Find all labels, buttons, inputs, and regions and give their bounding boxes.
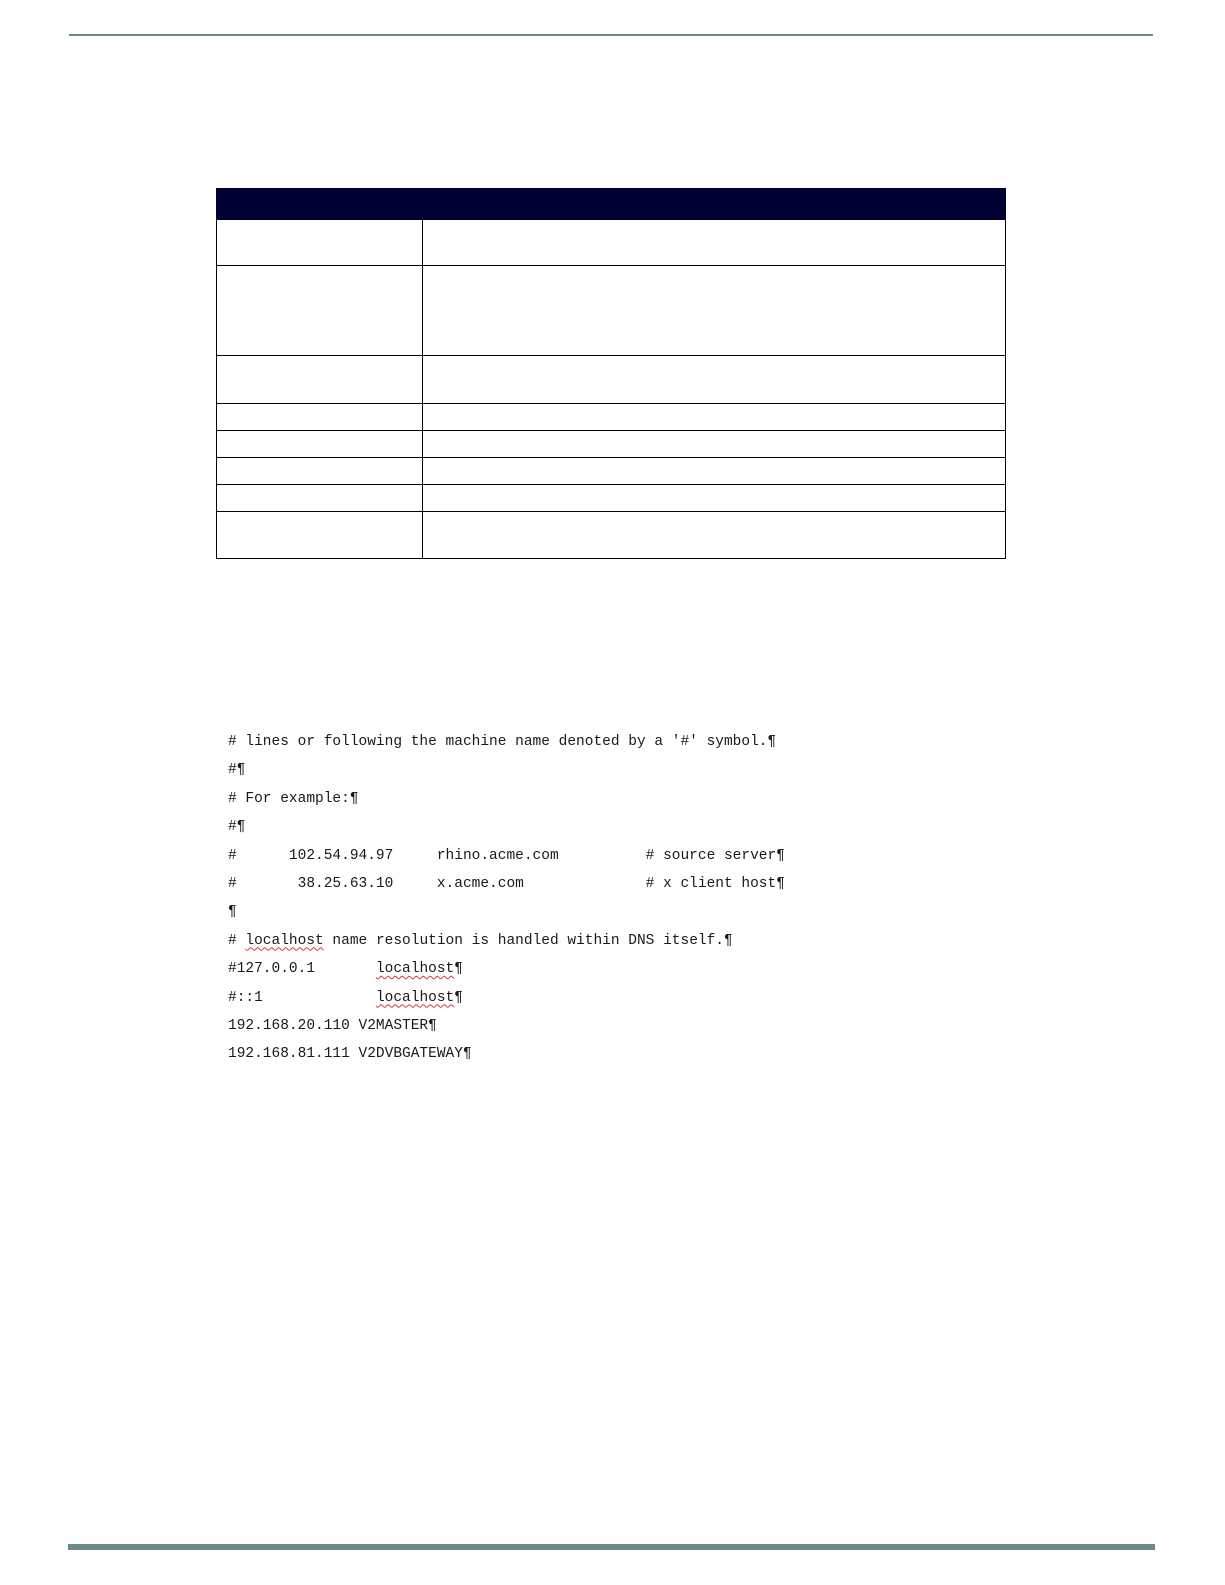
table-row xyxy=(217,404,1006,431)
table-row xyxy=(217,356,1006,404)
table-row xyxy=(217,431,1006,458)
code-line: # 102.54.94.97 rhino.acme.com # source server¶ xyxy=(228,847,785,864)
settings-table xyxy=(216,188,1006,559)
code-line: # lines or following the machine name denoted by a '#' symbol.¶ xyxy=(228,734,777,750)
table-cell-name xyxy=(217,266,423,356)
code-line: 192.168.20.110 V2MASTER¶ xyxy=(228,1017,437,1034)
spellcheck-flagged-word: localhost xyxy=(375,989,455,1006)
table-cell-description xyxy=(423,458,1006,485)
spellcheck-flagged-word: localhost xyxy=(375,961,455,978)
table-cell-name xyxy=(217,512,423,559)
footer-rule xyxy=(68,1544,1155,1550)
table-cell-description xyxy=(423,485,1006,512)
hosts-file-listing xyxy=(228,728,785,1069)
code-line: ¶ xyxy=(228,904,237,921)
table-header-row xyxy=(217,189,1006,220)
table-header-cell xyxy=(423,189,1006,220)
table-cell-description xyxy=(423,266,1006,356)
table-cell-name xyxy=(217,458,423,485)
code-line: 192.168.81.111 V2DVBGATEWAY¶ xyxy=(228,1046,472,1063)
code-text: ¶ xyxy=(454,961,463,978)
table-cell-name xyxy=(217,220,423,266)
table-row xyxy=(217,220,1006,266)
code-line: #¶ xyxy=(228,819,246,836)
table-row xyxy=(217,485,1006,512)
code-line xyxy=(228,984,785,1012)
table-row xyxy=(217,512,1006,559)
table-cell-description xyxy=(423,356,1006,404)
table-cell-description xyxy=(423,431,1006,458)
table-cell-description xyxy=(423,512,1006,559)
code-line xyxy=(228,927,785,955)
code-text: #127.0.0.1 xyxy=(228,961,376,978)
table-cell-name xyxy=(217,356,423,404)
code-text: #::1 xyxy=(228,989,376,1006)
code-text: # xyxy=(228,932,246,949)
spellcheck-flagged-word: localhost xyxy=(245,932,324,949)
header-rule xyxy=(69,34,1153,36)
table-cell-name xyxy=(217,431,423,458)
table-cell-description xyxy=(423,404,1006,431)
code-text: name resolution is handled within DNS itself.¶ xyxy=(323,932,733,949)
table-row xyxy=(217,458,1006,485)
table-cell-name xyxy=(217,485,423,512)
table-cell-name xyxy=(217,404,423,431)
code-line xyxy=(228,955,785,983)
code-line: #¶ xyxy=(228,762,246,779)
code-line: # 38.25.63.10 x.acme.com # x client host¶ xyxy=(228,875,785,892)
table-header-cell xyxy=(217,189,423,220)
code-text: ¶ xyxy=(454,989,463,1006)
table-cell-description xyxy=(423,220,1006,266)
table-row xyxy=(217,266,1006,356)
code-line: # For example:¶ xyxy=(228,790,359,807)
